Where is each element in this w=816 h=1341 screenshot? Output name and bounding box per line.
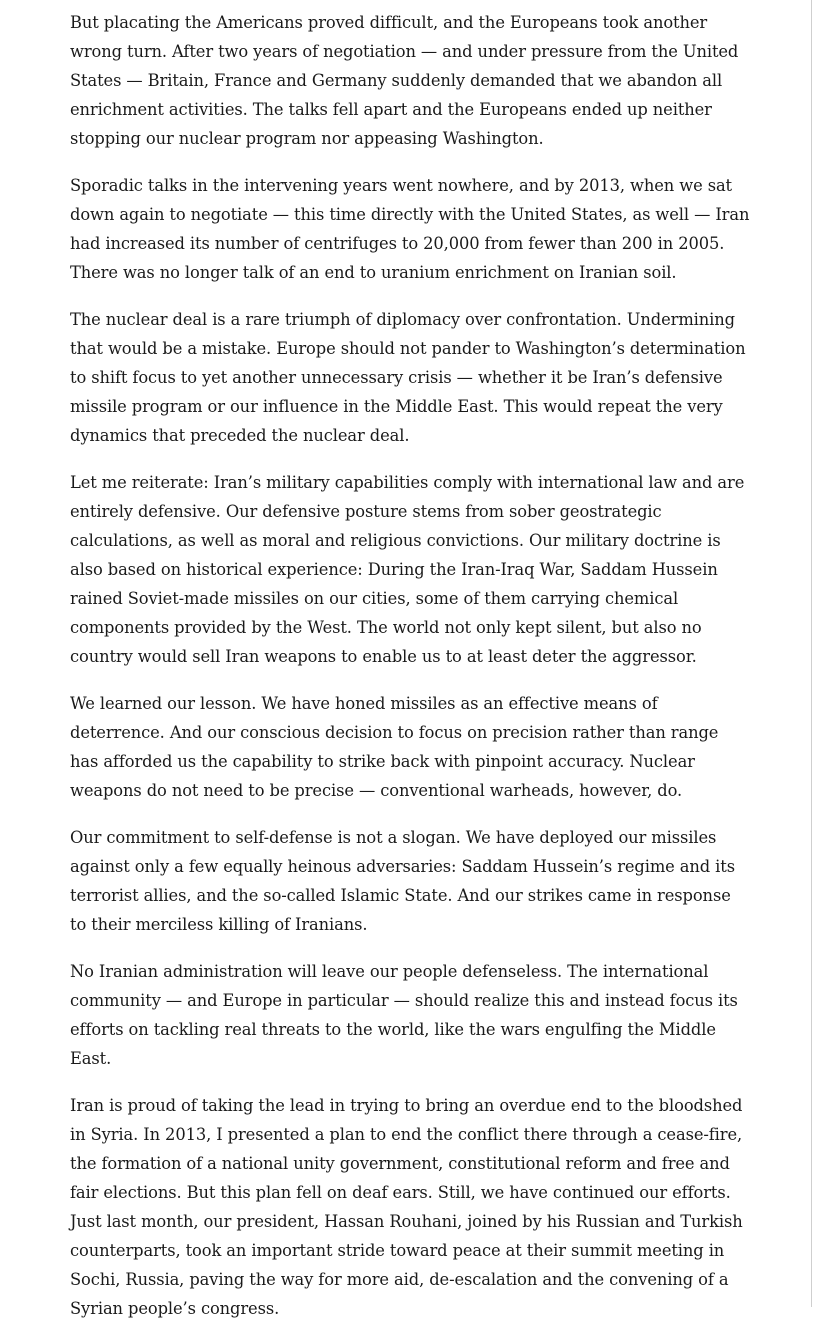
article-paragraph: But placating the Americans proved difficult, and the Europeans took another wrong turn. After two years of negotiation — and under pressure from the United States — Britain, France and Germany suddenly demanded that we abandon all enrichment activities. The talks fell apart and the Europeans ended up neither stopping our nuclear program nor appeasing Washington. (70, 13, 739, 148)
article-paragraph: Let me reiterate: Iran’s military capabilities comply with international law and are entirely defensive. Our defensive posture stems from sober geostrategic calculations, as well as moral and religious convictions. Our military doctrine is also based on historical experience: During the Iran-Iraq War, Saddam Hussein rained Soviet-made missiles on our cities, some of them carrying chemical components provided by the West. The world not only kept silent, but also no country would sell Iran weapons to enable us to at least deter the aggressor. (70, 473, 745, 666)
article-paragraph: No Iranian administration will leave our people defenseless. The international community — and Europe in particular — should realize this and instead focus its efforts on tackling real threats to the world, like the wars engulfing the Middle East. (70, 962, 738, 1068)
article-paragraph: We learned our lesson. We have honed missiles as an effective means of deterrence. And our conscious decision to focus on precision rather than range has afforded us the capability to strike back with pinpoint accuracy. Nuclear weapons do not need to be precise — conventional warheads, however, do. (70, 694, 719, 800)
page-right-border (811, 0, 812, 1307)
article-paragraph: Our commitment to self-defense is not a slogan. We have deployed our missiles against only a few equally heinous adversaries: Saddam Hussein’s regime and its terrorist allies, and the so-called Islamic State. And our strikes came in response to their merciless killing of Iranians. (70, 828, 735, 934)
article-paragraph: Iran is proud of taking the lead in trying to bring an overdue end to the bloodshed in Syria. In 2013, I presented a plan to end the conflict there through a cease-fire, the formation of a national unity government, constitutional reform and free and fair elections. But this plan fell on deaf ears. Still, we have continued our efforts. Just last month, our president, Hassan Rouhani, joined by his Russian and Turkish counterparts, took an important stride toward peace at their summit meeting in Sochi, Russia, paving the way for more aid, de-escalation and the convening of a Syrian people’s congress. (70, 1096, 743, 1318)
article-body (70, 8, 750, 1341)
article-paragraph: The nuclear deal is a rare triumph of diplomacy over confrontation. Undermining that would be a mistake. Europe should not pander to Washington’s determination to shift focus to yet another unnecessary crisis — whether it be Iran’s defensive missile program or our influence in the Middle East. This would repeat the very dynamics that preceded the nuclear deal. (70, 310, 746, 445)
article-paragraph: Sporadic talks in the intervening years went nowhere, and by 2013, when we sat down again to negotiate — this time directly with the United States, as well — Iran had increased its number of centrifuges to 20,000 from fewer than 200 in 2005. There was no longer talk of an end to uranium enrichment on Iranian soil. (70, 176, 750, 282)
